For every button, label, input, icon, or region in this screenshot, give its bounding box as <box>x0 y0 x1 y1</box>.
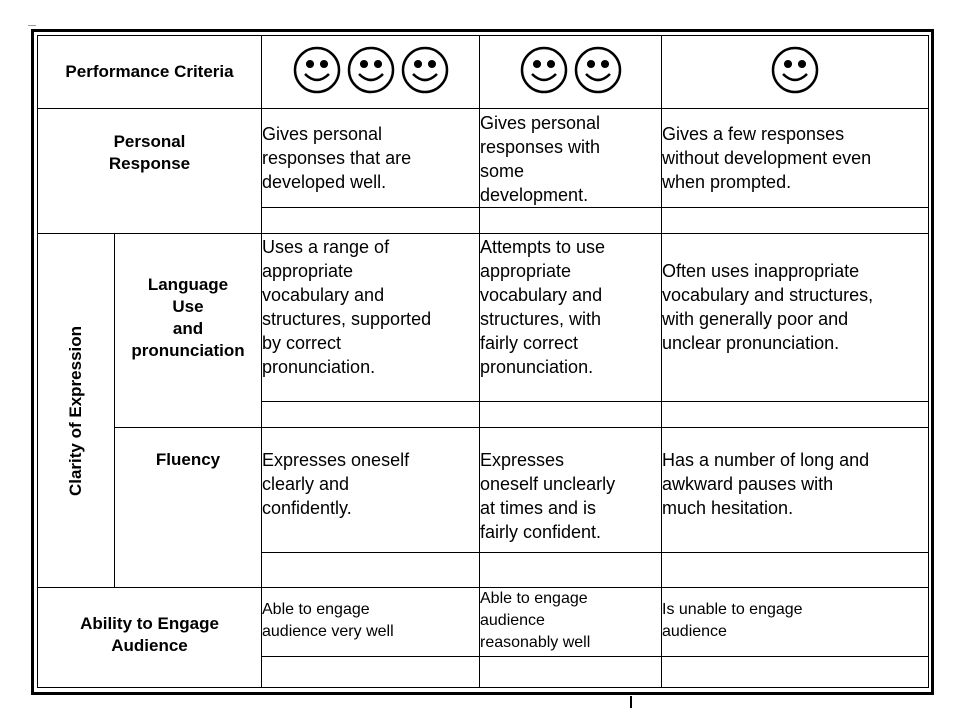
fluency-level-2 <box>480 428 662 553</box>
score-cell <box>662 553 929 588</box>
criterion-label-line: Language <box>147 275 229 294</box>
score-cell <box>480 208 662 234</box>
descriptor-line: clearly and <box>262 474 350 494</box>
descriptor-line: reasonably well <box>480 634 591 651</box>
descriptor-line: vocabulary and structures, <box>662 285 874 305</box>
corner-crop-mark <box>28 25 36 26</box>
descriptor-line: pronunciation. <box>262 357 376 377</box>
fluency-row <box>38 428 929 553</box>
criterion-label-line: Personal <box>113 132 186 151</box>
three-smiley-faces-icon <box>291 44 451 96</box>
engage-audience-level-3 <box>262 588 480 657</box>
language-use-level-1 <box>662 234 929 402</box>
descriptor-line: unclear pronunciation. <box>662 333 840 353</box>
descriptor-line: without development even <box>662 148 872 168</box>
engage-audience-row <box>38 588 929 657</box>
descriptor-line: structures, supported <box>262 309 432 329</box>
descriptor-line: vocabulary and <box>480 285 603 305</box>
descriptor-line: Is unable to engage <box>662 601 803 618</box>
engage-audience-criterion <box>38 588 262 688</box>
descriptor-line: Attempts to use <box>480 237 606 257</box>
engage-audience-level-2 <box>480 588 662 657</box>
descriptor-line: Gives personal <box>262 124 383 144</box>
header-row <box>38 36 929 109</box>
level-3-header <box>262 36 480 109</box>
language-use-row <box>38 234 929 402</box>
smiley-face-icon <box>295 48 339 92</box>
score-cell <box>662 657 929 688</box>
descriptor-line: appropriate <box>262 261 354 281</box>
descriptor-line: with generally poor and <box>662 309 849 329</box>
descriptor-line: by correct <box>262 333 342 353</box>
descriptor-line: awkward pauses with <box>662 474 834 494</box>
language-use-criterion <box>115 234 262 428</box>
score-cell <box>662 402 929 428</box>
score-cell <box>262 553 480 588</box>
descriptor-line: oneself unclearly <box>480 474 616 494</box>
descriptor-line: Has a number of long and <box>662 450 870 470</box>
descriptor-line: developed well. <box>262 172 387 192</box>
fluency-criterion <box>115 428 262 588</box>
descriptor-line: Expresses <box>480 450 565 470</box>
personal-response-level-3 <box>262 109 480 208</box>
descriptor-line: fairly confident. <box>480 522 602 542</box>
smiley-face-icon <box>773 48 817 92</box>
descriptor-line: Able to engage <box>480 590 588 607</box>
descriptor-line: development. <box>480 185 589 205</box>
level-1-header <box>662 36 929 109</box>
criterion-label-line: Ability to Engage <box>80 614 219 633</box>
descriptor-line: fairly correct <box>480 333 579 353</box>
smiley-face-icon <box>349 48 393 92</box>
descriptor-line: pronunciation. <box>480 357 594 377</box>
score-cell <box>480 402 662 428</box>
score-cell <box>262 402 480 428</box>
descriptor-line: when prompted. <box>662 172 792 192</box>
criterion-label-line: Audience <box>111 636 188 655</box>
descriptor-line: audience <box>662 623 727 640</box>
descriptor-line: responses with <box>480 137 601 157</box>
descriptor-line: at times and is <box>480 498 597 518</box>
fluency-level-1 <box>662 428 929 553</box>
descriptor-line: Gives a few responses <box>662 124 845 144</box>
descriptor-line: Able to engage <box>262 601 370 618</box>
score-cell <box>262 657 480 688</box>
descriptor-line: some <box>480 161 525 181</box>
descriptor-line: Gives personal <box>480 113 601 133</box>
score-cell <box>480 657 662 688</box>
personal-response-criterion <box>38 109 262 234</box>
score-cell <box>662 208 929 234</box>
descriptor-line: audience <box>480 612 545 629</box>
descriptor-line: confidently. <box>262 498 352 518</box>
score-cell <box>262 208 480 234</box>
level-2-header <box>480 36 662 109</box>
language-use-level-2 <box>480 234 662 402</box>
descriptor-line: audience very well <box>262 623 394 640</box>
descriptor-line: Often uses inappropriate <box>662 261 860 281</box>
clarity-of-expression-label: Clarity of Expression <box>66 325 85 496</box>
language-use-level-3 <box>262 234 480 402</box>
smiley-face-icon <box>522 48 566 92</box>
criterion-label-line: pronunciation <box>131 341 245 360</box>
smiley-face-icon <box>576 48 620 92</box>
personal-response-level-2 <box>480 109 662 208</box>
two-smiley-faces-icon <box>518 44 624 96</box>
personal-response-level-1 <box>662 109 929 208</box>
performance-criteria-header: Performance Criteria <box>38 36 262 109</box>
performance-rubric-table <box>37 35 929 688</box>
criterion-label-line: and <box>172 319 204 338</box>
one-smiley-face-icon <box>769 44 821 96</box>
descriptor-line: vocabulary and <box>262 285 385 305</box>
descriptor-line: structures, with <box>480 309 602 329</box>
descriptor-line: appropriate <box>480 261 572 281</box>
descriptor-line: much hesitation. <box>662 498 794 518</box>
text-cursor-mark <box>630 696 632 708</box>
criterion-label-line: Use <box>172 297 204 316</box>
descriptor-line: Expresses oneself <box>262 450 410 470</box>
score-cell <box>480 553 662 588</box>
criterion-label-line: Fluency <box>155 450 221 469</box>
clarity-of-expression-group <box>38 234 115 588</box>
personal-response-row <box>38 109 929 208</box>
smiley-face-icon <box>403 48 447 92</box>
criterion-label-line: Response <box>108 154 191 173</box>
descriptor-line: responses that are <box>262 148 412 168</box>
engage-audience-level-1 <box>662 588 929 657</box>
descriptor-line: Uses a range of <box>262 237 390 257</box>
fluency-level-3 <box>262 428 480 553</box>
